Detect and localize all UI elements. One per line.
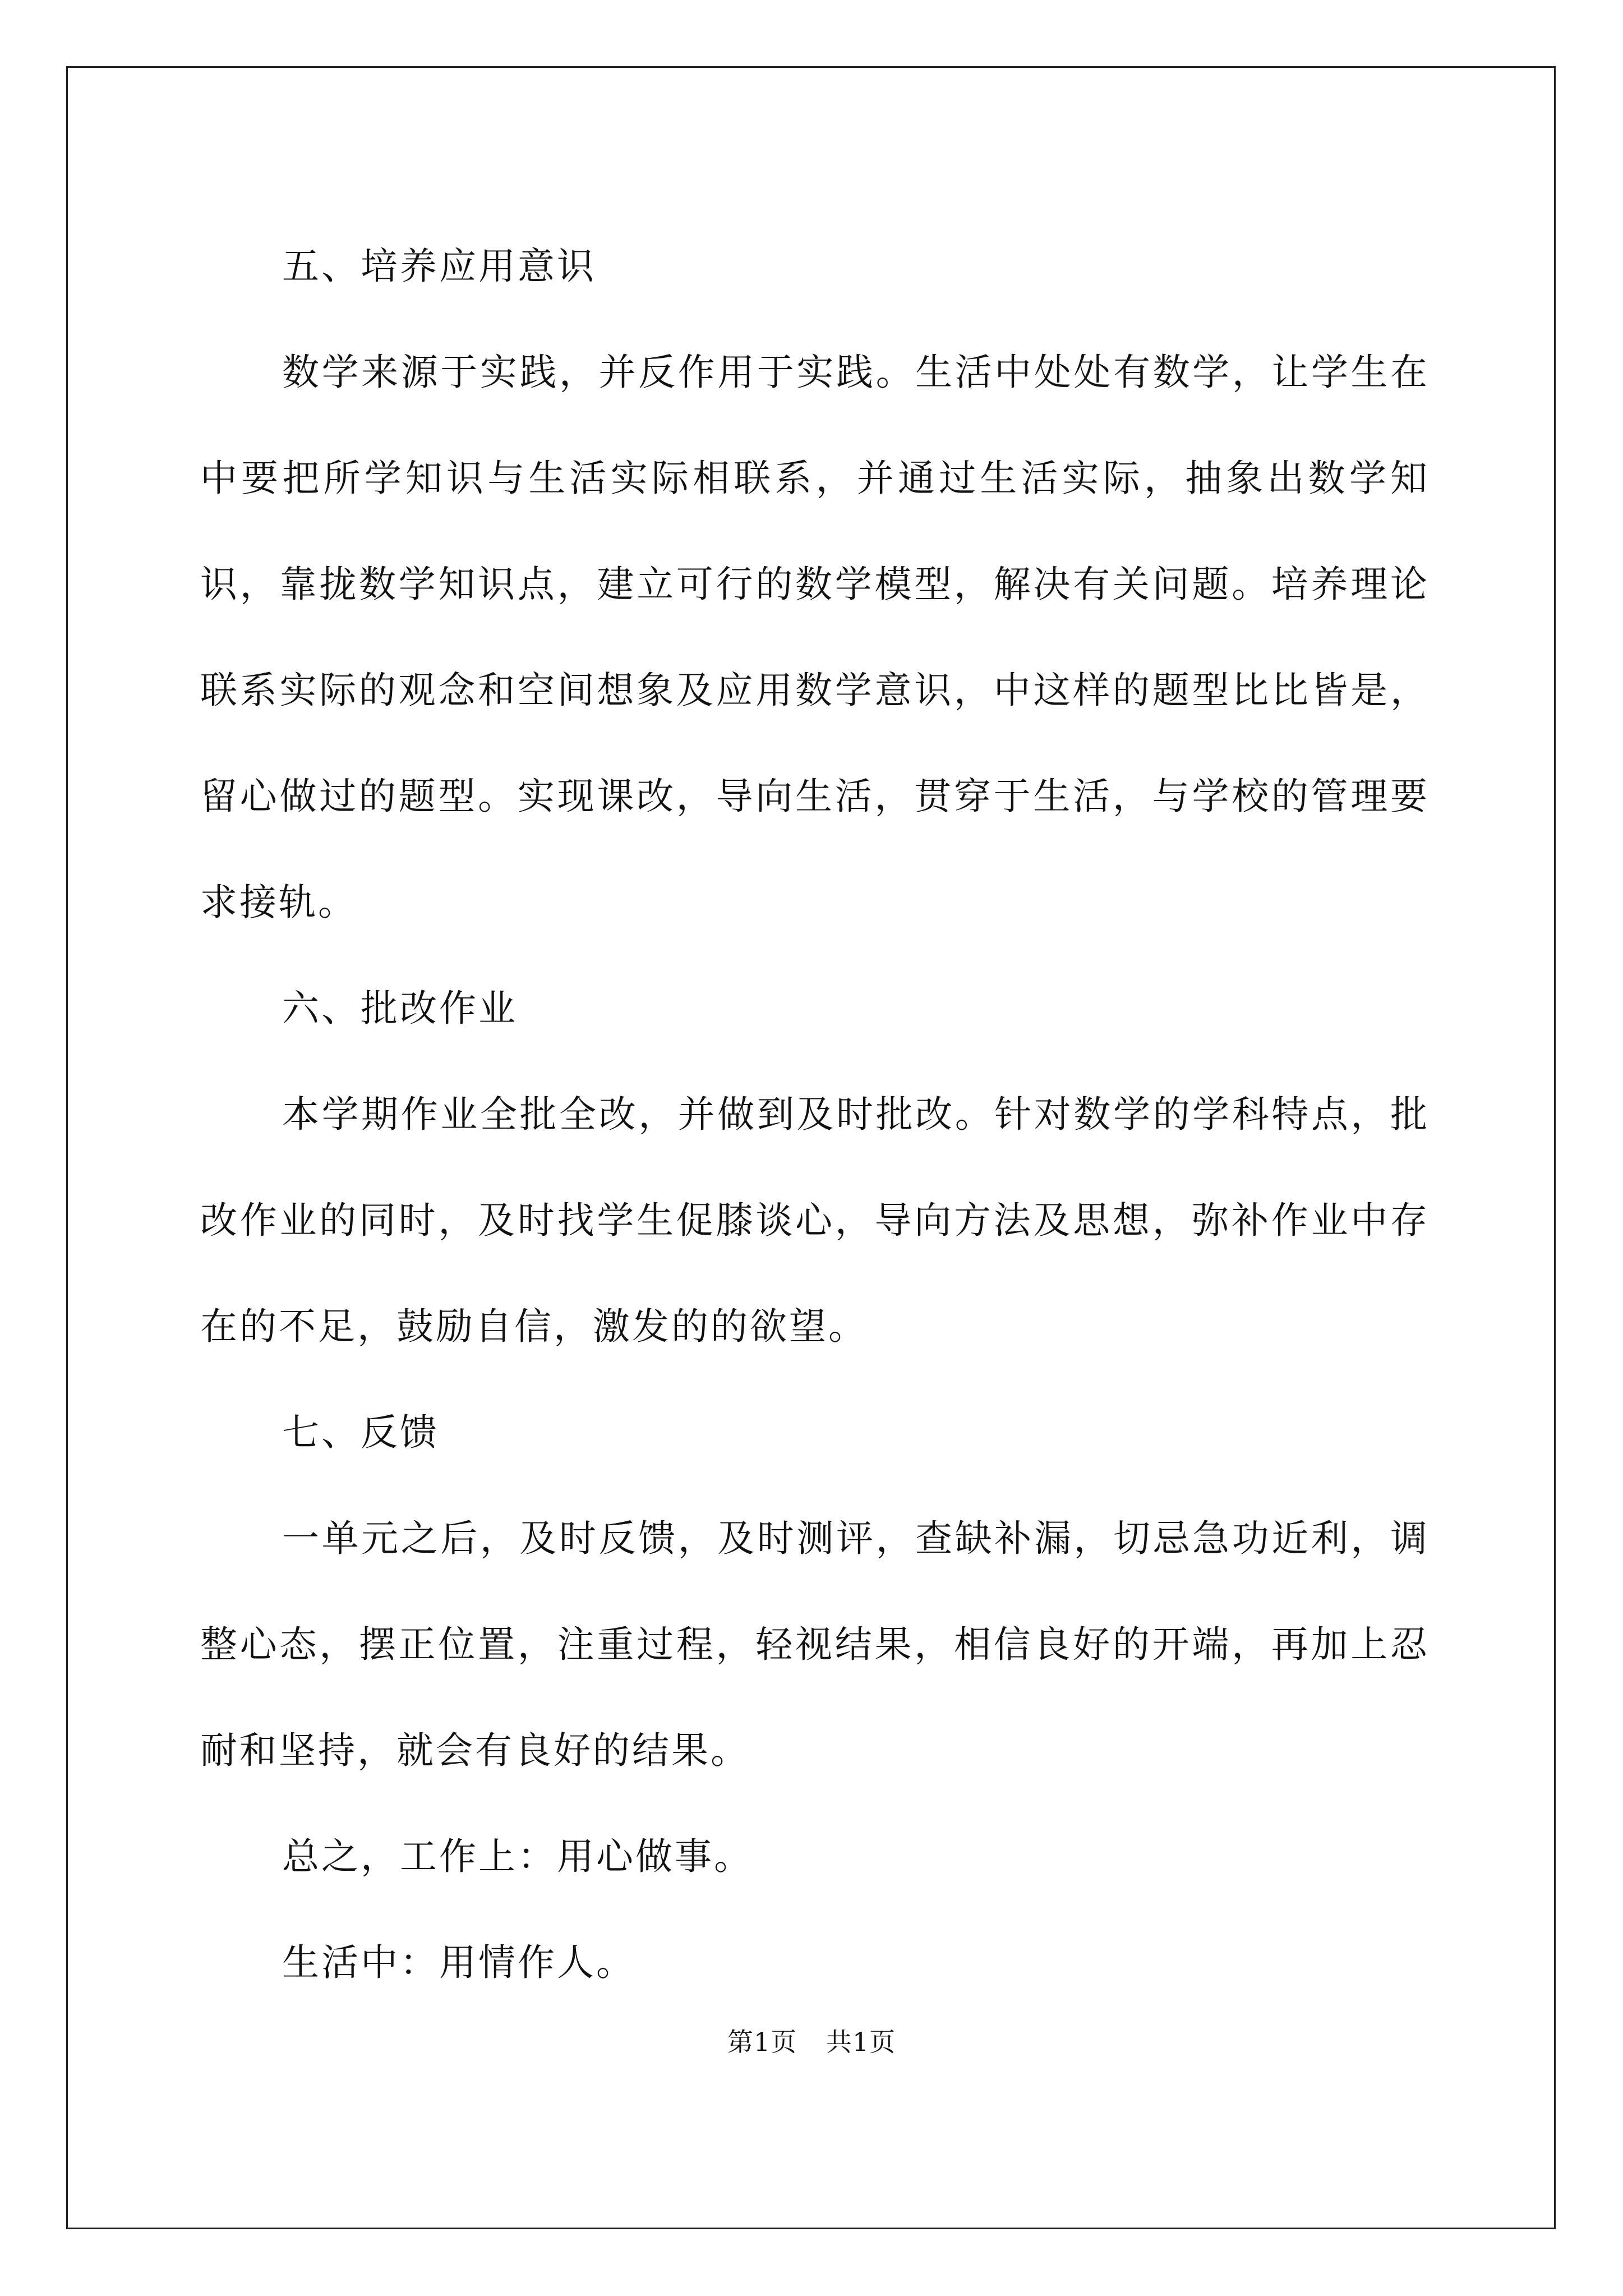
section-heading-application: 五、培养应用意识 bbox=[282, 245, 596, 288]
paragraph-application: 数学来源于实践，并反作用于实践。生活中处处有数学，让学生在中要把所学知识与生活实际相联系，并通过生活实际，抽象出数学知识，靠拢数学知识点，建立可行的数学模型，解决有关问题。培养理论联系实际的观念和空间想象及应用数学意识，中这样的题型比比皆是，留心做过的题型。实现课改，导向生活，贯穿于生活，与学校的管理要求接轨。 bbox=[200, 351, 1430, 924]
paragraph-summary-work: 总之，工作上：用心做事。 bbox=[282, 1835, 753, 1878]
paragraph-summary-life: 生活中：用情作人。 bbox=[282, 1941, 635, 1984]
paragraph-feedback: 一单元之后，及时反馈，及时测评，查缺补漏，切忌急功近利，调整心态，摆正位置，注重过程，轻视结果，相信良好的开端，再加上忍耐和坚持，就会有良好的结果。 bbox=[200, 1517, 1430, 1772]
section-heading-feedback: 七、反馈 bbox=[282, 1411, 439, 1454]
page-number: 第1页 bbox=[727, 2027, 797, 2057]
paragraph-homework: 本学期作业全批全改，并做到及时批改。针对数学的学科特点，批改作业的同时，及时找学生促膝谈心，导向方法及思想，弥补作业中存在的不足，鼓励自信，激发的的欲望。 bbox=[200, 1093, 1430, 1348]
section-heading-homework: 六、批改作业 bbox=[282, 987, 518, 1030]
page-footer bbox=[0, 2025, 1623, 2059]
document-body bbox=[200, 213, 1430, 2016]
page-total: 共1页 bbox=[826, 2027, 896, 2057]
